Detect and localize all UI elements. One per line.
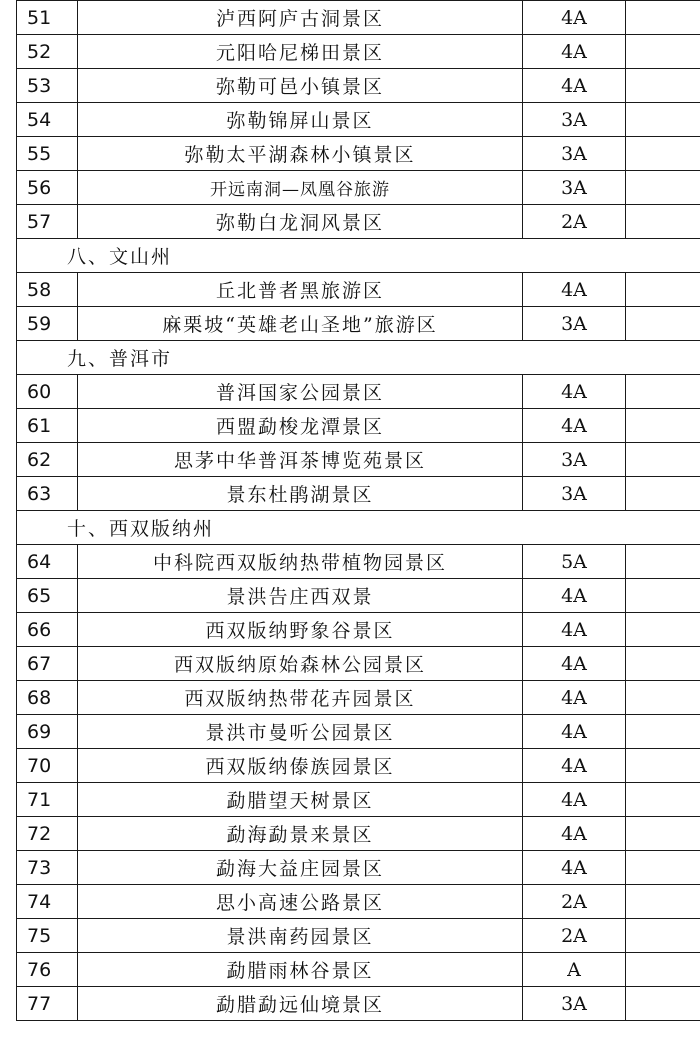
- scenic-area-name: 勐海大益庄园景区: [78, 851, 523, 885]
- scenic-area-grade: 4A: [523, 375, 626, 409]
- table-row: [17, 885, 700, 919]
- row-number: 70: [17, 749, 78, 783]
- row-number: 56: [17, 171, 78, 205]
- row-number: 69: [17, 715, 78, 749]
- scenic-area-grade: 2A: [523, 885, 626, 919]
- scenic-area-grade: 3A: [523, 307, 626, 341]
- row-number: 77: [17, 987, 78, 1021]
- table-row: [17, 783, 700, 817]
- scenic-area-name: 景东杜鹃湖景区: [78, 477, 523, 511]
- scenic-area-name: 勐腊雨林谷景区: [78, 953, 523, 987]
- remarks-cell: [626, 715, 700, 749]
- scenic-area-grade: 4A: [523, 1, 626, 35]
- row-number: 63: [17, 477, 78, 511]
- section-title: 八、文山州: [17, 239, 700, 273]
- scenic-area-name: 开远南洞—凤凰谷旅游: [78, 171, 523, 205]
- row-number: 51: [17, 1, 78, 35]
- scenic-area-grade: 4A: [523, 69, 626, 103]
- scenic-area-name: 西盟勐梭龙潭景区: [78, 409, 523, 443]
- row-number: 58: [17, 273, 78, 307]
- scenic-area-name: 勐腊勐远仙境景区: [78, 987, 523, 1021]
- section-title: 十、西双版纳州: [17, 511, 700, 545]
- table-row: [17, 1, 700, 35]
- row-number: 57: [17, 205, 78, 239]
- row-number: 75: [17, 919, 78, 953]
- scenic-area-name: 勐腊望天树景区: [78, 783, 523, 817]
- remarks-cell: [626, 885, 700, 919]
- row-number: 59: [17, 307, 78, 341]
- table-row: [17, 205, 700, 239]
- scenic-area-grade: 3A: [523, 987, 626, 1021]
- scenic-area-grade: 4A: [523, 715, 626, 749]
- scenic-area-name: 西双版纳傣族园景区: [78, 749, 523, 783]
- scenic-area-name: 西双版纳原始森林公园景区: [78, 647, 523, 681]
- remarks-cell: [626, 1, 700, 35]
- table-row: [17, 987, 700, 1021]
- row-number: 55: [17, 137, 78, 171]
- scenic-area-grade: 2A: [523, 919, 626, 953]
- row-number: 60: [17, 375, 78, 409]
- row-number: 54: [17, 103, 78, 137]
- scenic-area-name: 景洪市曼听公园景区: [78, 715, 523, 749]
- scenic-area-name: 泸西阿庐古洞景区: [78, 1, 523, 35]
- section-row: [17, 239, 700, 273]
- scenic-area-grade: 4A: [523, 783, 626, 817]
- scenic-area-name: 景洪南药园景区: [78, 919, 523, 953]
- row-number: 62: [17, 443, 78, 477]
- remarks-cell: [626, 783, 700, 817]
- remarks-cell: [626, 375, 700, 409]
- remarks-cell: [626, 69, 700, 103]
- row-number: 52: [17, 35, 78, 69]
- table-row: [17, 171, 700, 205]
- scenic-area-grade: 3A: [523, 171, 626, 205]
- remarks-cell: [626, 987, 700, 1021]
- table-row: [17, 579, 700, 613]
- table-row: [17, 749, 700, 783]
- remarks-cell: [626, 477, 700, 511]
- remarks-cell: [626, 273, 700, 307]
- scenic-area-name: 西双版纳热带花卉园景区: [78, 681, 523, 715]
- remarks-cell: [626, 817, 700, 851]
- scenic-area-grade: 4A: [523, 681, 626, 715]
- scenic-area-table: [16, 0, 700, 1021]
- remarks-cell: [626, 749, 700, 783]
- scenic-area-name: 中科院西双版纳热带植物园景区: [78, 545, 523, 579]
- table-row: [17, 137, 700, 171]
- remarks-cell: [626, 613, 700, 647]
- table-row: [17, 545, 700, 579]
- table-row: [17, 69, 700, 103]
- remarks-cell: [626, 409, 700, 443]
- scenic-area-grade: 3A: [523, 477, 626, 511]
- table-row: [17, 103, 700, 137]
- remarks-cell: [626, 953, 700, 987]
- remarks-cell: [626, 919, 700, 953]
- scenic-area-name: 弥勒可邑小镇景区: [78, 69, 523, 103]
- section-title: 九、普洱市: [17, 341, 700, 375]
- scenic-area-grade: 3A: [523, 443, 626, 477]
- table-row: [17, 273, 700, 307]
- scenic-area-name: 弥勒锦屏山景区: [78, 103, 523, 137]
- table-row: [17, 375, 700, 409]
- table-row: [17, 681, 700, 715]
- scenic-area-grade: 4A: [523, 579, 626, 613]
- remarks-cell: [626, 137, 700, 171]
- table-body: [17, 1, 700, 1021]
- scenic-area-name: 麻栗坡“英雄老山圣地”旅游区: [78, 307, 523, 341]
- scenic-area-name: 景洪告庄西双景: [78, 579, 523, 613]
- table-row: [17, 851, 700, 885]
- scenic-area-name: 勐海勐景来景区: [78, 817, 523, 851]
- scenic-area-grade: 2A: [523, 205, 626, 239]
- row-number: 65: [17, 579, 78, 613]
- remarks-cell: [626, 579, 700, 613]
- scenic-area-grade: 4A: [523, 647, 626, 681]
- table-row: [17, 35, 700, 69]
- scenic-area-grade: 4A: [523, 409, 626, 443]
- scenic-area-name: 元阳哈尼梯田景区: [78, 35, 523, 69]
- row-number: 73: [17, 851, 78, 885]
- scenic-area-name: 思小高速公路景区: [78, 885, 523, 919]
- table-row: [17, 817, 700, 851]
- row-number: 72: [17, 817, 78, 851]
- scenic-area-name: 普洱国家公园景区: [78, 375, 523, 409]
- table-row: [17, 715, 700, 749]
- scenic-area-name: 思茅中华普洱茶博览苑景区: [78, 443, 523, 477]
- section-row: [17, 341, 700, 375]
- section-row: [17, 511, 700, 545]
- remarks-cell: [626, 545, 700, 579]
- scenic-area-grade: A: [523, 953, 626, 987]
- table-row: [17, 647, 700, 681]
- table-row: [17, 307, 700, 341]
- remarks-cell: [626, 647, 700, 681]
- row-number: 76: [17, 953, 78, 987]
- table-row: [17, 953, 700, 987]
- scenic-area-grade: 3A: [523, 137, 626, 171]
- row-number: 68: [17, 681, 78, 715]
- remarks-cell: [626, 681, 700, 715]
- table-row: [17, 443, 700, 477]
- remarks-cell: [626, 443, 700, 477]
- scenic-area-grade: 4A: [523, 273, 626, 307]
- remarks-cell: [626, 851, 700, 885]
- scenic-area-grade: 4A: [523, 817, 626, 851]
- row-number: 71: [17, 783, 78, 817]
- scenic-area-grade: 5A: [523, 545, 626, 579]
- table-row: [17, 477, 700, 511]
- scenic-area-grade: 4A: [523, 851, 626, 885]
- scenic-area-grade: 4A: [523, 749, 626, 783]
- scenic-area-list: [16, 0, 686, 1021]
- scenic-area-name: 丘北普者黑旅游区: [78, 273, 523, 307]
- remarks-cell: [626, 103, 700, 137]
- scenic-area-grade: 4A: [523, 35, 626, 69]
- row-number: 74: [17, 885, 78, 919]
- table-row: [17, 613, 700, 647]
- remarks-cell: [626, 307, 700, 341]
- remarks-cell: [626, 205, 700, 239]
- scenic-area-grade: 3A: [523, 103, 626, 137]
- table-row: [17, 409, 700, 443]
- row-number: 61: [17, 409, 78, 443]
- scenic-area-name: 弥勒太平湖森林小镇景区: [78, 137, 523, 171]
- row-number: 67: [17, 647, 78, 681]
- row-number: 64: [17, 545, 78, 579]
- table-row: [17, 919, 700, 953]
- scenic-area-name: 弥勒白龙洞风景区: [78, 205, 523, 239]
- row-number: 66: [17, 613, 78, 647]
- scenic-area-name: 西双版纳野象谷景区: [78, 613, 523, 647]
- row-number: 53: [17, 69, 78, 103]
- remarks-cell: [626, 35, 700, 69]
- remarks-cell: [626, 171, 700, 205]
- scenic-area-grade: 4A: [523, 613, 626, 647]
